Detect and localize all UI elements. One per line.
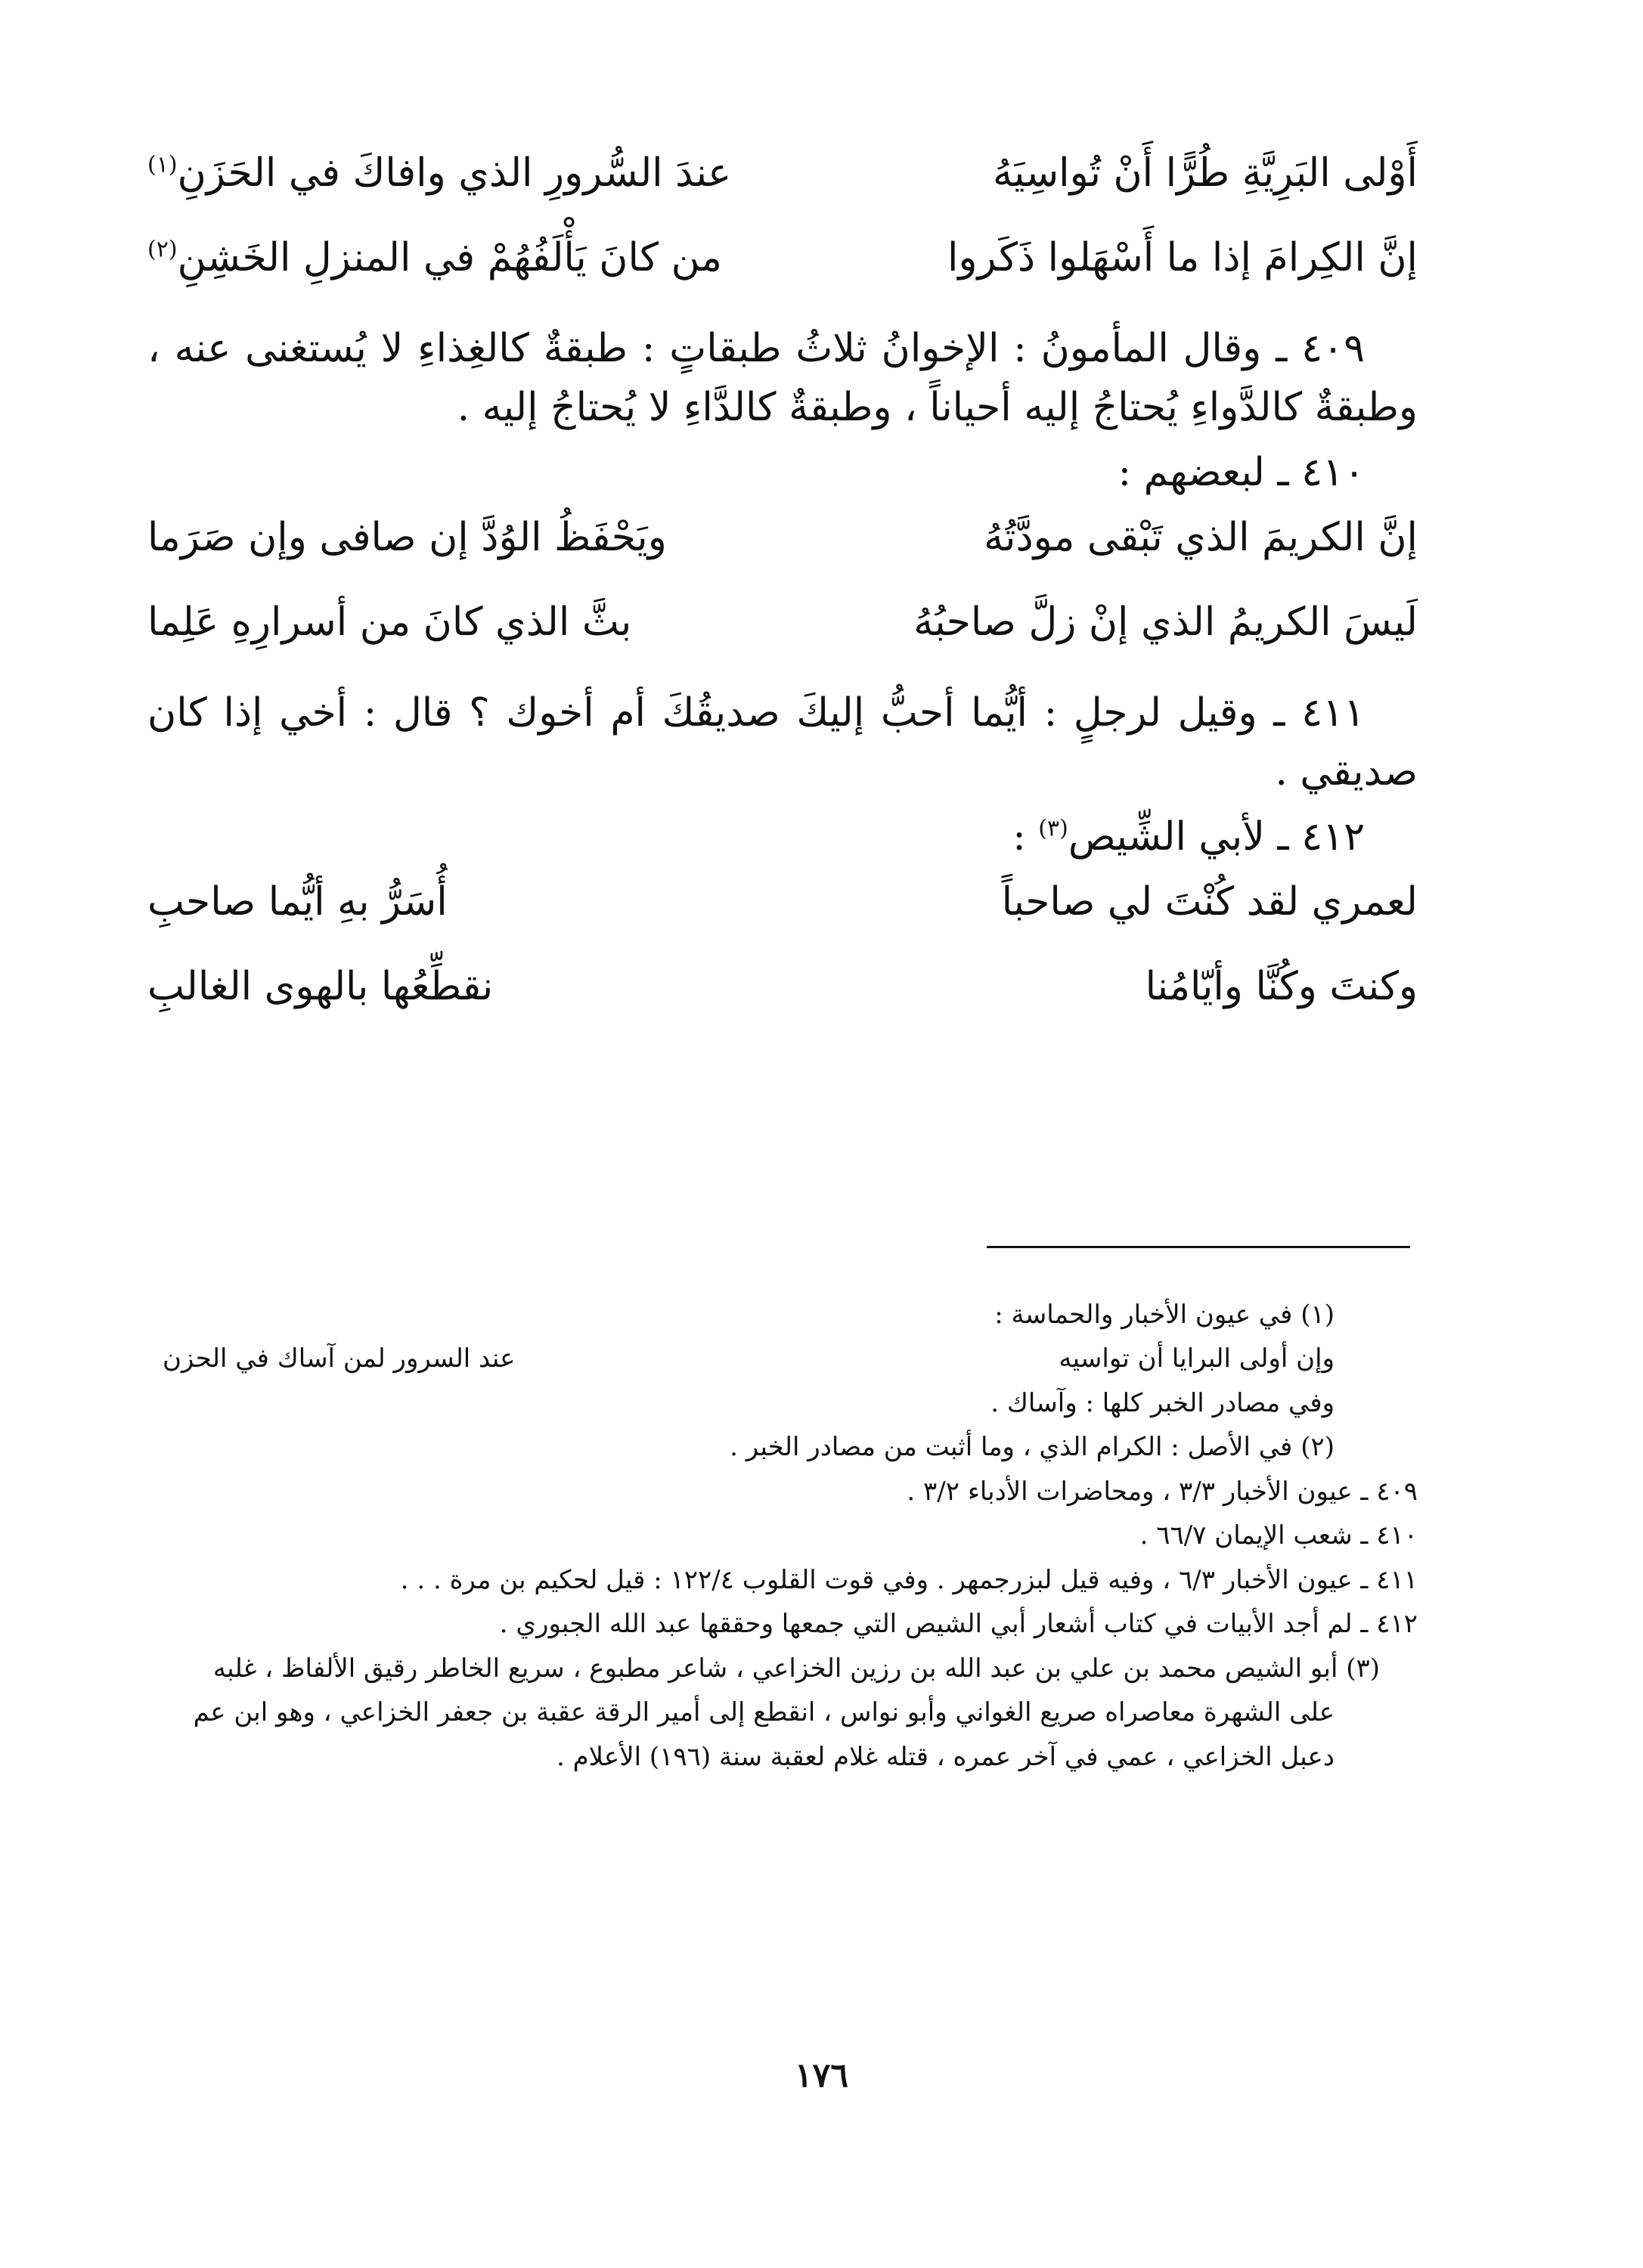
verse-hemistich-first: أَوْلى البَرِيَّةِ طُرًّا أَنْ تُواسِيَهُ — [993, 150, 1418, 196]
verse-line — [147, 872, 1418, 957]
entry-411: ٤١١ ـ وقيل لرجلٍ : أيُّما أحبُّ إليكَ صديقُكَ أم أخوك ؟ قال : أخي إذا كان صديقي . — [147, 690, 1418, 795]
footnote-3: (٣) أبو الشيص محمد بن علي بن عبد الله بن رزين الخزاعي ، شاعر مطبوع ، سريع الخاطر رقيق الألفاظ ، غلبه على الشهرة معاصراه صريع الغواني وأبو نواس ، انقطع إلى أمير الرقة عقبة بن جعفر الخزاعي ، وهو ابن عم دعبل الخزاعي ، عمي في آخر عمره ، قتله غلام لعقبة سنة (١٩٦) الأعلام . — [193, 1653, 1380, 1772]
verse-line — [147, 228, 1418, 313]
entry-410: ٤١٠ ـ لبعضهم : — [1118, 450, 1365, 495]
entry-412-text: ٤١٢ ـ لأبي الشِّيص — [1068, 814, 1365, 860]
footnote-1-head: (١) في عيون الأخبار والحماسة : — [994, 1300, 1335, 1330]
verse-hemistich-second: ويَحْفَظُ الوُدَّ إن صافى وإن صَرَما — [147, 515, 667, 560]
verse-hemistich-first: إنَّ الكريمَ الذي تَبْقى مودَّتُهُ — [984, 515, 1418, 560]
footnote-marker: (٢) — [147, 236, 178, 263]
main-text — [147, 144, 1418, 1042]
footnote-verse-first: وإن أولى البرايا أن تواسيه — [1059, 1343, 1335, 1374]
footnote-marker: (٣) — [1038, 815, 1068, 842]
verse-hemistich-text: من كانَ يَأْلَفُهُمْ في المنزلِ الخَشِنِ — [177, 235, 723, 280]
verse-hemistich-first: إنَّ الكِرامَ إذا ما أَسْهَلوا ذَكَروا — [947, 235, 1418, 280]
verse-hemistich-second: أُسَرُّ بهِ أيُّما صاحبِ — [147, 879, 448, 925]
reference-411: ٤١١ ـ عيون الأخبار ٦/٣ ، وفيه قيل لبزرجمهر . وفي قوت القلوب ١٢٢/٤ : قيل لحكيم بن مرة . . . — [400, 1564, 1418, 1595]
entry-412 — [147, 807, 1418, 866]
verse-hemistich-second: نقطِّعُها بالهوى الغالبِ — [147, 964, 494, 1009]
verse-hemistich-first: لَيسَ الكريمُ الذي إنْ زلَّ صاحبُهُ — [913, 600, 1418, 645]
entry-409: ٤٠٩ ـ وقال المأمونُ : الإخوانُ ثلاثُ طبقاتٍ : طبقةٌ كالغِذاءِ لا يُستغنى عنه ، وطبقةٌ كالدَّواءِ يُحتاجُ إليه أحياناً ، وطبقةٌ كالدَّاءِ لا يُحتاجُ إليه . — [147, 326, 1418, 430]
entry-412-colon: : — [1012, 814, 1039, 860]
page-number: ١٧٦ — [795, 2056, 848, 2095]
footnote-verse-second: عند السرور لمن آساك في الحزن — [163, 1343, 516, 1374]
reference-412: ٤١٢ ـ لم أجد الأبيات في كتاب أشعار أبي الشيص التي جمعها وحققها عبد الله الجبوري . — [499, 1609, 1418, 1640]
verse-hemistich-second: بثَّ الذي كانَ من أسرارِهِ عَلِما — [147, 600, 632, 645]
footnote-2: (٢) في الأصل : الكرام الذي ، وما أثبت من مصادر الخبر . — [730, 1432, 1335, 1463]
reference-409: ٤٠٩ ـ عيون الأخبار ٣/٣ ، ومحاضرات الأدباء ٣/٢ . — [907, 1476, 1418, 1507]
footnote-1-verse — [163, 1337, 1418, 1380]
verse-hemistich-first: وكنتَ وكُنَّا وأيّامُنا — [1145, 964, 1418, 1009]
verse-hemistich-first: لعمري لقد كُنْتَ لي صاحباً — [1001, 879, 1418, 925]
verse-hemistich-second — [147, 228, 757, 287]
verse-hemistich-text: عندَ السُّرورِ الذي وافاكَ في الحَزَنِ — [177, 150, 732, 196]
verse-line — [147, 144, 1418, 228]
footnote-separator — [987, 1246, 1410, 1248]
verse-line — [147, 508, 1418, 593]
footnote-marker: (١) — [147, 151, 178, 178]
footnotes — [163, 1293, 1418, 1779]
verse-line — [147, 593, 1418, 677]
verse-hemistich-second — [147, 144, 757, 203]
reference-410: ٤١٠ ـ شعب الإيمان ٦٦/٧ . — [1139, 1520, 1418, 1551]
footnote-1-tail: وفي مصادر الخبر كلها : وآساك . — [990, 1387, 1335, 1418]
verse-line — [147, 957, 1418, 1042]
